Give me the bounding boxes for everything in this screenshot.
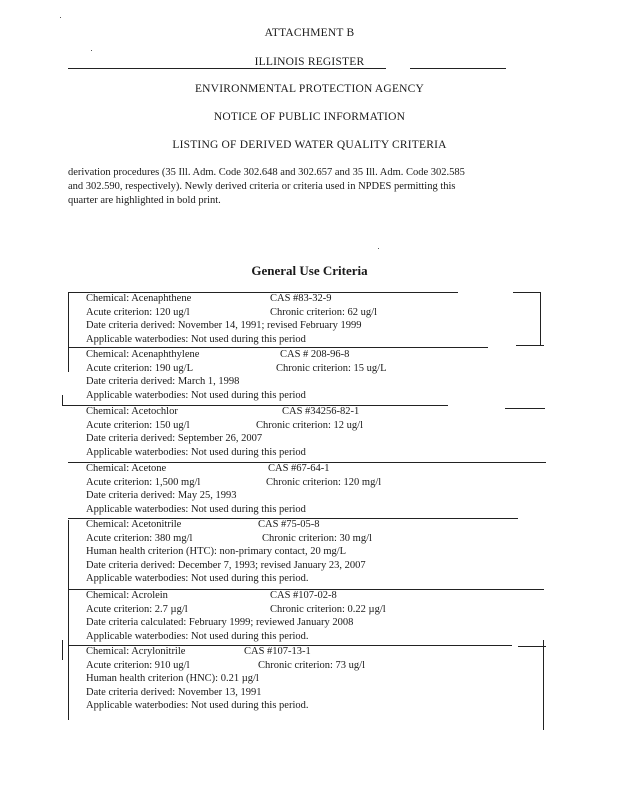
intro-line: and 302.590, respectively). Newly derived criteria or criteria used in NPDES permitting this [68, 181, 456, 192]
acute-criterion: Acute criterion: 120 ug/l [86, 306, 190, 318]
table-left-border-lower [68, 520, 69, 720]
table-row [86, 292, 378, 346]
table-left-border [68, 292, 69, 372]
intro-line: derivation procedures (35 Ill. Adm. Code 302.648 and 302.657 and 35 Ill. Adm. Code 302.585 [68, 167, 465, 178]
acute-criterion: Acute criterion: 190 ug/L [86, 362, 194, 374]
chronic-criterion: Chronic criterion: 120 mg/l [266, 476, 382, 488]
cas-number: CAS #34256-82-1 [282, 406, 360, 417]
cas-number: CAS #83-32-9 [270, 293, 332, 304]
intro-paragraph [68, 166, 538, 208]
acute-criterion: Acute criterion: 1,500 mg/l [86, 476, 201, 488]
table-left-tick [62, 395, 63, 405]
scan-speck [91, 50, 92, 51]
date-derived: Date criteria derived: November 14, 1991; revised February 1999 [86, 320, 362, 332]
applicable-waterbodies: Applicable waterbodies: Not used during this period [86, 446, 306, 458]
table-right-border-lower [543, 640, 544, 730]
applicable-waterbodies: Applicable waterbodies: Not used during this period [86, 503, 306, 515]
cas-number: CAS #67-64-1 [268, 463, 330, 474]
cas-number: CAS # 208-96-8 [280, 349, 350, 360]
applicable-waterbodies: Applicable waterbodies: Not used during this period [86, 333, 306, 345]
chemical-name: Chemical: Acenaphthene [86, 293, 192, 304]
chronic-criterion: Chronic criterion: 73 ug/l [258, 659, 366, 671]
date-derived: Date criteria derived: September 26, 2007 [86, 433, 263, 445]
table-row [86, 462, 382, 516]
table-right-tick [518, 646, 546, 647]
cas-number: CAS #75-05-8 [258, 519, 320, 530]
table-right-tick [516, 345, 544, 346]
scan-speck [60, 17, 61, 18]
date-derived: Date criteria derived: May 25, 1993 [86, 490, 237, 502]
cas-number: CAS #107-02-8 [270, 590, 337, 601]
acute-criterion: Acute criterion: 910 ug/l [86, 659, 190, 671]
section-title: General Use Criteria [251, 263, 368, 278]
register-title: ILLINOIS REGISTER [254, 56, 365, 68]
chronic-criterion: Chronic criterion: 15 ug/L [276, 362, 387, 374]
chemical-name: Chemical: Acrolein [86, 590, 168, 601]
date-derived: Date criteria derived: March 1, 1998 [86, 376, 240, 388]
applicable-waterbodies: Applicable waterbodies: Not used during this period. [86, 573, 309, 585]
scan-speck [378, 248, 379, 249]
cas-number: CAS #107-13-1 [244, 646, 311, 657]
register-underline-right [410, 68, 506, 69]
chronic-criterion: Chronic criterion: 62 ug/l [270, 306, 378, 318]
acute-criterion: Acute criterion: 380 mg/l [86, 532, 193, 544]
applicable-waterbodies: Applicable waterbodies: Not used during this period [86, 389, 306, 401]
human-health-criterion: Human health criterion (HNC): 0.21 µg/l [86, 673, 259, 685]
table-row [86, 348, 387, 402]
notice-title: NOTICE OF PUBLIC INFORMATION [213, 111, 406, 123]
table-left-tick [62, 640, 63, 660]
date-derived: Date criteria derived: December 7, 1993; revised January 23, 2007 [86, 559, 366, 571]
date-derived: Date criteria calculated: February 1999; reviewed January 2008 [86, 617, 354, 629]
table-row [86, 589, 386, 643]
attachment-label: ATTACHMENT B [264, 27, 355, 39]
listing-title: LISTING OF DERIVED WATER QUALITY CRITERIA [172, 139, 447, 151]
table-row [86, 645, 366, 713]
table-row [86, 405, 364, 459]
table-right-tick [505, 408, 545, 409]
applicable-waterbodies: Applicable waterbodies: Not used during this period. [86, 630, 309, 642]
chronic-criterion: Chronic criterion: 12 ug/l [256, 419, 364, 431]
table-row [86, 518, 372, 586]
chemical-name: Chemical: Acrylonitrile [86, 646, 186, 657]
acute-criterion: Acute criterion: 150 ug/l [86, 419, 190, 431]
register-underline-left [68, 68, 386, 69]
applicable-waterbodies: Applicable waterbodies: Not used during this period. [86, 700, 309, 712]
chemical-name: Chemical: Acenaphthylene [86, 349, 200, 360]
intro-line: quarter are highlighted in bold print. [68, 195, 221, 206]
agency-title: ENVIRONMENTAL PROTECTION AGENCY [194, 83, 425, 95]
chemical-name: Chemical: Acetochlor [86, 406, 178, 417]
chronic-criterion: Chronic criterion: 0.22 µg/l [270, 603, 386, 615]
human-health-criterion: Human health criterion (HTC): non-primary contact, 20 mg/L [86, 546, 347, 558]
chemical-name: Chemical: Acetonitrile [86, 519, 182, 530]
chemical-name: Chemical: Acetone [86, 463, 167, 474]
table-top-border-right [513, 292, 540, 293]
date-derived: Date criteria derived: November 13, 1991 [86, 686, 262, 698]
table-right-border [540, 292, 541, 345]
acute-criterion: Acute criterion: 2.7 µg/l [86, 603, 188, 615]
chronic-criterion: Chronic criterion: 30 mg/l [262, 532, 372, 544]
